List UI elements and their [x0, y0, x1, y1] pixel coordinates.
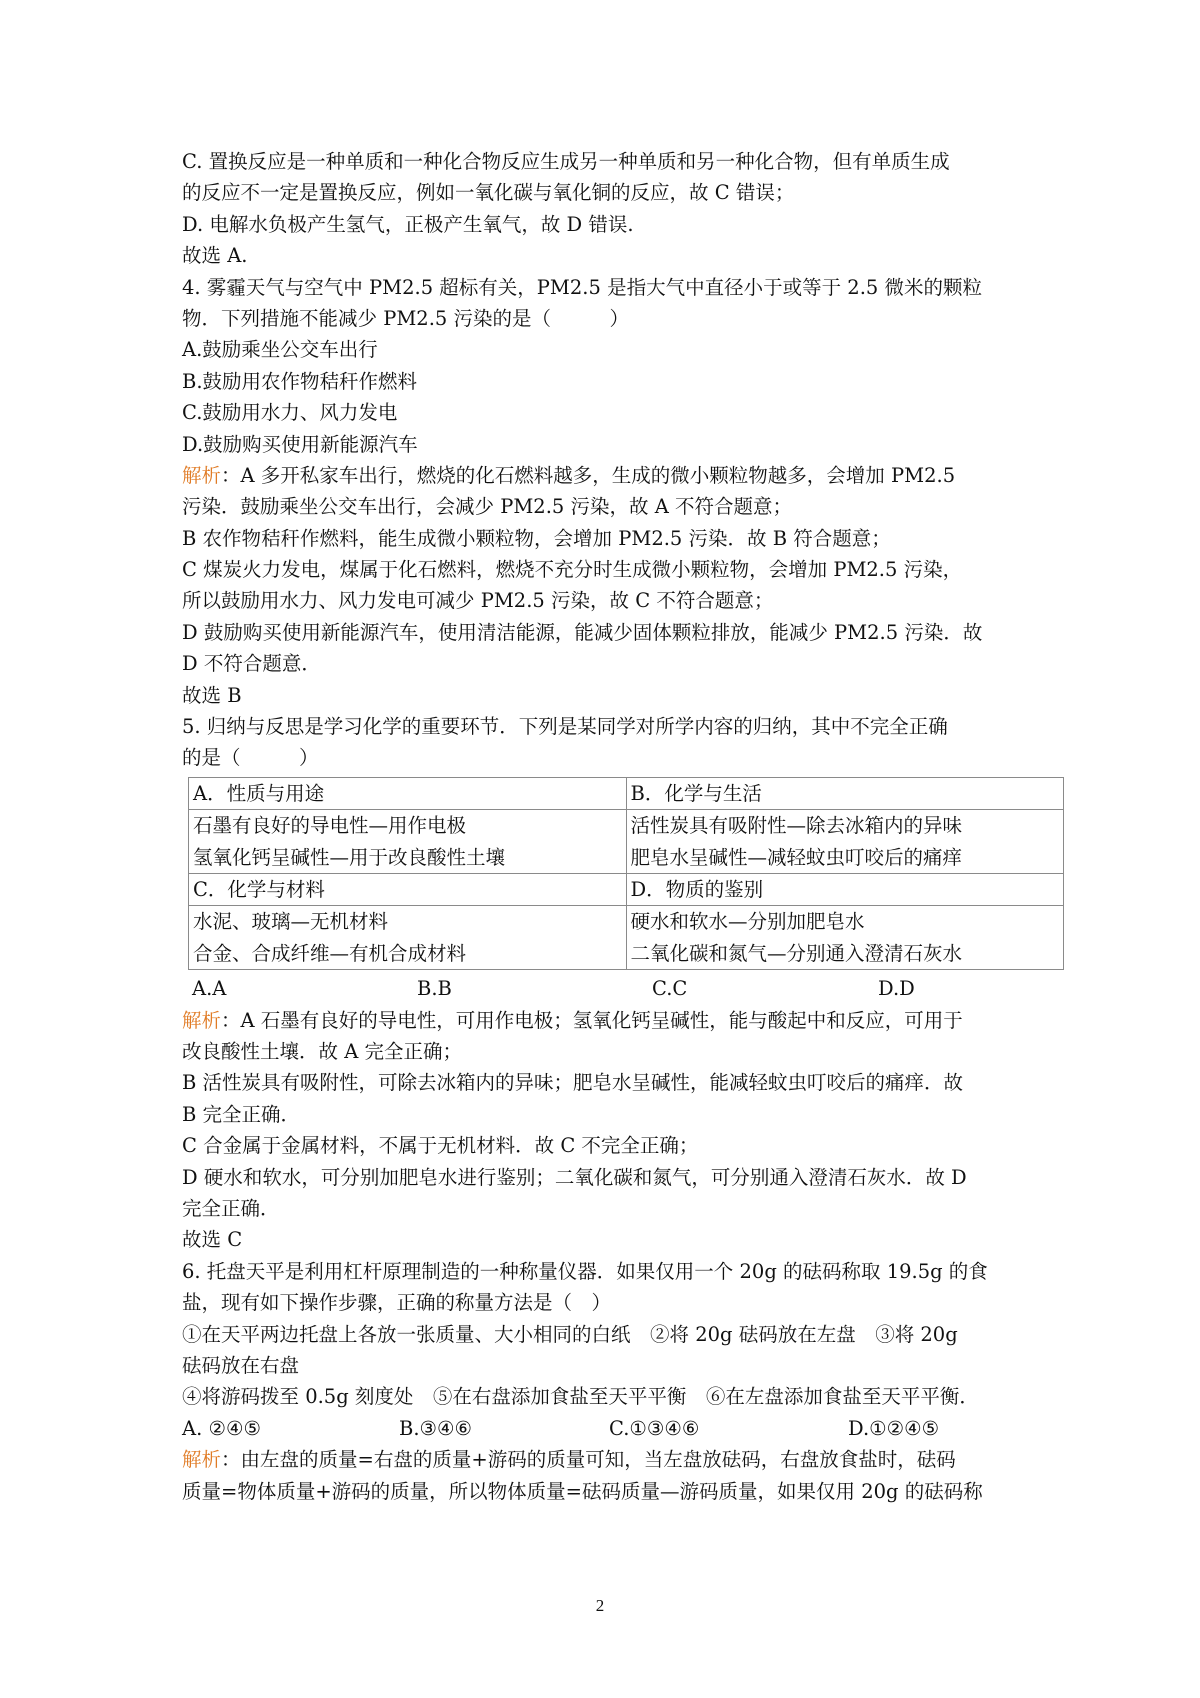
table-cell-line: 肥皂水呈碱性—减轻蚊虫叮咬后的痛痒: [630, 845, 963, 869]
question-6-options: [182, 1413, 1062, 1444]
line: D. 电解水负极产生氢气，正极产生氧气，故 D 错误.: [182, 212, 634, 236]
analysis-line: 质量=物体质量+游码的质量，所以物体质量=砝码质量—游码质量，如果仅用 20g 的砝码称: [182, 1479, 983, 1503]
question-5-stem: 5. 归纳与反思是学习化学的重要环节．下列是某同学对所学内容的归纳，其中不完全正确: [182, 715, 948, 739]
analysis-line: D 不符合题意．: [182, 652, 321, 676]
line: 故选 A.: [182, 244, 248, 268]
question-6-stem: 盐，现有如下操作步骤，正确的称量方法是（ ）: [182, 1291, 612, 1315]
analysis-label: 解析: [182, 1448, 222, 1472]
table-cell: B．化学与生活: [626, 777, 1064, 809]
question-6-stem: 6. 托盘天平是利用杠杆原理制造的一种称量仪器．如果仅用一个 20g 的砝码称取 19.5g 的食: [182, 1259, 988, 1283]
answer-line: 故选 B: [182, 683, 242, 707]
question-6-stem: ①在天平两边托盘上各放一张质量、大小相同的白纸 ②将 20g 砝码放在左盘 ③将 20g: [182, 1322, 958, 1346]
table-cell-line: 二氧化碳和氮气—分别通入澄清石灰水: [630, 941, 963, 965]
analysis-line: B 农作物秸秆作燃料，能生成微小颗粒物，会增加 PM2.5 污染．故 B 符合题意；: [182, 526, 891, 550]
table-cell: [626, 810, 1064, 874]
analysis-line: D 硬水和软水，可分别加肥皂水进行鉴别；二氧化碳和氮气，可分别通入澄清石灰水．故 D: [182, 1165, 967, 1189]
analysis-line: 改良酸性土壤．故 A 完全正确；: [182, 1040, 462, 1064]
question-4-option-a: A.鼓励乘坐公交车出行: [182, 338, 378, 362]
option-b: B.B: [417, 977, 452, 1001]
document-body: [182, 146, 1062, 1507]
option-a: A.A: [192, 977, 227, 1001]
analysis-line: D 鼓励购买使用新能源汽车，使用清洁能源，能减少固体颗粒排放，能减少 PM2.5 污染．故: [182, 620, 983, 644]
analysis-line: 完全正确．: [182, 1196, 280, 1220]
question-4-option-c: C.鼓励用水力、风力发电: [182, 401, 398, 425]
analysis-label: 解析: [182, 1008, 222, 1032]
analysis-text: ：由左盘的质量=右盘的质量+游码的质量可知，当左盘放砝码，右盘放食盐时，砝码: [221, 1448, 956, 1472]
option-a: A. ②④⑤: [182, 1416, 261, 1440]
question-5-analysis: [182, 1005, 1062, 1036]
line: 的反应不一定是置换反应，例如一氧化碳与氧化铜的反应，故 C 错误；: [182, 181, 795, 205]
analysis-line: 所以鼓励用水力、风力发电可减少 PM2.5 污染，故 C 不符合题意；: [182, 589, 774, 613]
option-d: D.D: [878, 977, 915, 1001]
analysis-line: 污染．鼓励乘坐公交车出行，会减少 PM2.5 污染，故 A 不符合题意；: [182, 495, 792, 519]
question-6-stem: 砝码放在右盘: [182, 1353, 300, 1377]
question-5-stem: 的是（ ）: [182, 746, 319, 770]
question-6-analysis: [182, 1444, 1062, 1475]
analysis-line: B 活性炭具有吸附性，可除去冰箱内的异味；肥皂水呈碱性，能减轻蚊虫叮咬后的痛痒．故: [182, 1071, 964, 1095]
table-row: [189, 810, 1064, 874]
analysis-line: B 完全正确．: [182, 1102, 301, 1126]
line: C. 置换反应是一种单质和一种化合物反应生成另一种单质和另一种化合物，但有单质生成: [182, 150, 950, 173]
table-cell-line: 合金、合成纤维—有机合成材料: [193, 941, 467, 965]
answer-line: 故选 C: [182, 1228, 243, 1252]
analysis-line: C 煤炭火力发电，煤属于化石燃料，燃烧不充分时生成微小颗粒物，会增加 PM2.5 污染，: [182, 558, 963, 582]
option-c: C.①③④⑥: [609, 1416, 700, 1440]
table-cell: C．化学与材料: [189, 874, 627, 906]
option-c: C.C: [652, 977, 688, 1001]
question-6-stem: ④将游码拨至 0.5g 刻度处 ⑤在右盘添加食盐至天平平衡 ⑥在左盘添加食盐至天平平衡．: [182, 1385, 979, 1409]
table-cell-line: 硬水和软水—分别加肥皂水: [630, 910, 865, 934]
question-4-option-d: D.鼓励购买使用新能源汽车: [182, 432, 418, 456]
question-4-option-b: B.鼓励用农作物秸秆作燃料: [182, 369, 418, 393]
analysis-label: 解析: [182, 463, 222, 487]
table-cell: A．性质与用途: [189, 777, 627, 809]
question-4-stem: 4. 雾霾天气与空气中 PM2.5 超标有关，PM2.5 是指大气中直径小于或等于 2.5 微米的颗粒: [182, 275, 983, 299]
question-5-options: [182, 973, 1062, 1004]
table-cell: [189, 810, 627, 874]
table-cell-line: 氢氧化钙呈碱性—用于改良酸性土壤: [193, 845, 506, 869]
question-4-stem: 物．下列措施不能减少 PM2.5 污染的是（ ）: [182, 306, 629, 330]
question-4-analysis: [182, 460, 1062, 491]
table-row: [189, 777, 1064, 809]
page-number: 2: [595, 1596, 605, 1615]
table-cell: [189, 906, 627, 970]
table-cell: [626, 906, 1064, 970]
option-d: D.①②④⑤: [848, 1416, 940, 1440]
table-row: [189, 906, 1064, 970]
table-cell-line: 水泥、玻璃—无机材料: [193, 910, 389, 934]
table-cell: D．物质的鉴别: [626, 874, 1064, 906]
analysis-text: ：A 多开私家车出行，燃烧的化石燃料越多，生成的微小颗粒物越多，会增加 PM2.5: [221, 463, 956, 487]
option-b: B.③④⑥: [399, 1416, 472, 1440]
table-cell-line: 石墨有良好的导电性—用作电极: [193, 814, 467, 838]
table-row: [189, 874, 1064, 906]
table-cell-line: 活性炭具有吸附性—除去冰箱内的异味: [630, 814, 963, 838]
summary-table: [188, 777, 1064, 970]
analysis-text: ：A 石墨有良好的导电性，可用作电极；氢氧化钙呈碱性，能与酸起中和反应，可用于: [221, 1008, 963, 1032]
analysis-line: C 合金属于金属材料，不属于无机材料．故 C 不完全正确；: [182, 1134, 699, 1158]
